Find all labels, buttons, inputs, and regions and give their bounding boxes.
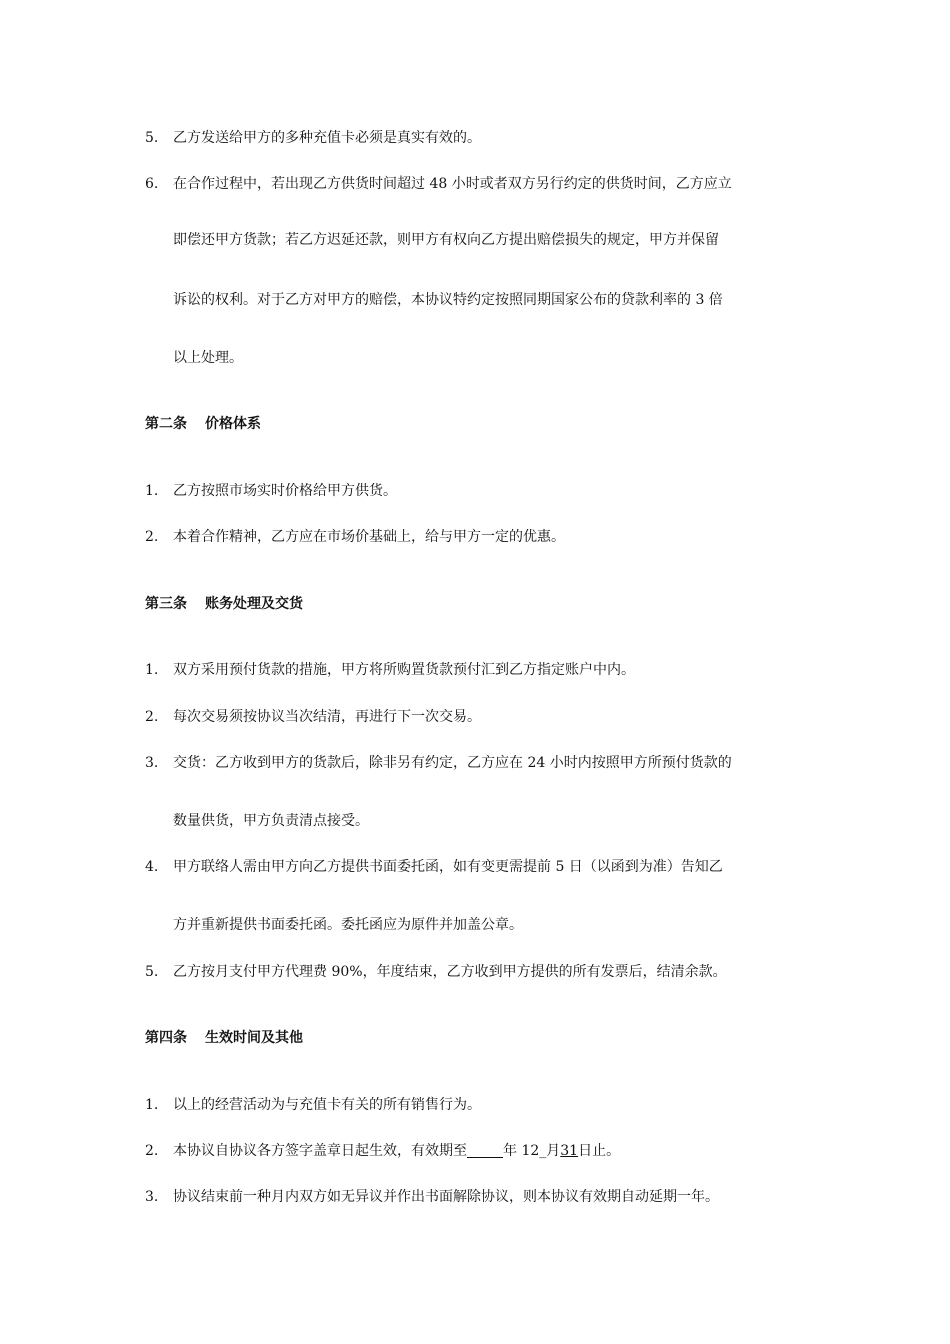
item-number: 3.: [145, 755, 159, 771]
list-item: [145, 527, 565, 547]
article-heading: [145, 1028, 303, 1048]
item-number: 6.: [145, 176, 159, 192]
item-text: 乙方发送给甲方的多种充值卡必须是真实有效的。: [173, 130, 481, 146]
item-continuation: 数量供货，甲方负责清点接受。: [173, 813, 369, 829]
item-continuation: 诉讼的权利。对于乙方对甲方的赔偿，本协议特约定按照同期国家公布的贷款利率的 3 倍: [173, 292, 723, 308]
item-number: 2.: [145, 529, 159, 545]
article-title: 账务处理及交货: [205, 596, 303, 612]
item-number: 5.: [145, 964, 159, 980]
article-label: 第三条: [145, 596, 187, 612]
item-number: 2.: [145, 709, 159, 725]
item-text: 在合作过程中，若出现乙方供货时间超过 48 小时或者双方另行约定的供货时间，乙方应立: [173, 176, 732, 192]
item-text: 乙方按照市场实时价格给甲方供货。: [173, 483, 397, 499]
item-continuation: 以上处理。: [173, 350, 243, 366]
item-text: 甲方联络人需由甲方向乙方提供书面委托函，如有变更需提前 5 日（以函到为准）告知乙: [173, 859, 723, 875]
list-item: [145, 174, 732, 194]
item-number: 2.: [145, 1143, 159, 1159]
article-title: 价格体系: [205, 416, 261, 432]
list-item: [145, 753, 732, 773]
list-item: [145, 707, 481, 727]
item-continuation: 方并重新提供书面委托函。委托函应为原件并加盖公章。: [173, 917, 523, 933]
item-number: 4.: [145, 859, 159, 875]
item-text: 以上的经营活动为与充值卡有关的所有销售行为。: [173, 1097, 481, 1113]
list-item: [145, 660, 635, 680]
item-continuation: 即偿还甲方货款；若乙方迟延还款，则甲方有权向乙方提出赔偿损失的规定，甲方并保留: [173, 232, 719, 248]
item-text-suffix: 日止。: [578, 1143, 621, 1159]
list-item: [145, 857, 723, 877]
list-item: [145, 1095, 481, 1115]
item-text: 双方采用预付货款的措施，甲方将所购置货款预付汇到乙方指定账户中内。: [173, 662, 635, 678]
expiry-day: 31: [560, 1143, 579, 1159]
list-item: [145, 1141, 620, 1161]
item-number: 3.: [145, 1189, 159, 1205]
list-item: [145, 962, 727, 982]
item-text: 本协议自协议各方签字盖章日起生效，有效期至: [173, 1143, 467, 1159]
article-label: 第二条: [145, 416, 187, 432]
article-title: 生效时间及其他: [205, 1030, 303, 1046]
year-blank: [467, 1143, 503, 1158]
item-text: 交货：乙方收到甲方的货款后，除非另有约定，乙方应在 24 小时内按照甲方所预付货款的: [173, 755, 732, 771]
list-item: [145, 1187, 719, 1207]
list-item: [145, 128, 481, 148]
item-text: 协议结束前一种月内双方如无异议并作出书面解除协议，则本协议有效期自动延期一年。: [173, 1189, 719, 1205]
item-number: 1.: [145, 662, 159, 678]
item-number: 1.: [145, 483, 159, 499]
item-text: 本着合作精神，乙方应在市场价基础上，给与甲方一定的优惠。: [173, 529, 565, 545]
list-item: [145, 481, 397, 501]
item-text: 乙方按月支付甲方代理费 90%，年度结束，乙方收到甲方提供的所有发票后，结清余款。: [173, 964, 727, 980]
article-heading: [145, 594, 303, 614]
article-heading: [145, 414, 261, 434]
item-number: 1.: [145, 1097, 159, 1113]
item-number: 5.: [145, 130, 159, 146]
item-text: 每次交易须按协议当次结清，再进行下一次交易。: [173, 709, 481, 725]
item-text-year: 年 12_月: [503, 1143, 561, 1159]
article-label: 第四条: [145, 1030, 187, 1046]
